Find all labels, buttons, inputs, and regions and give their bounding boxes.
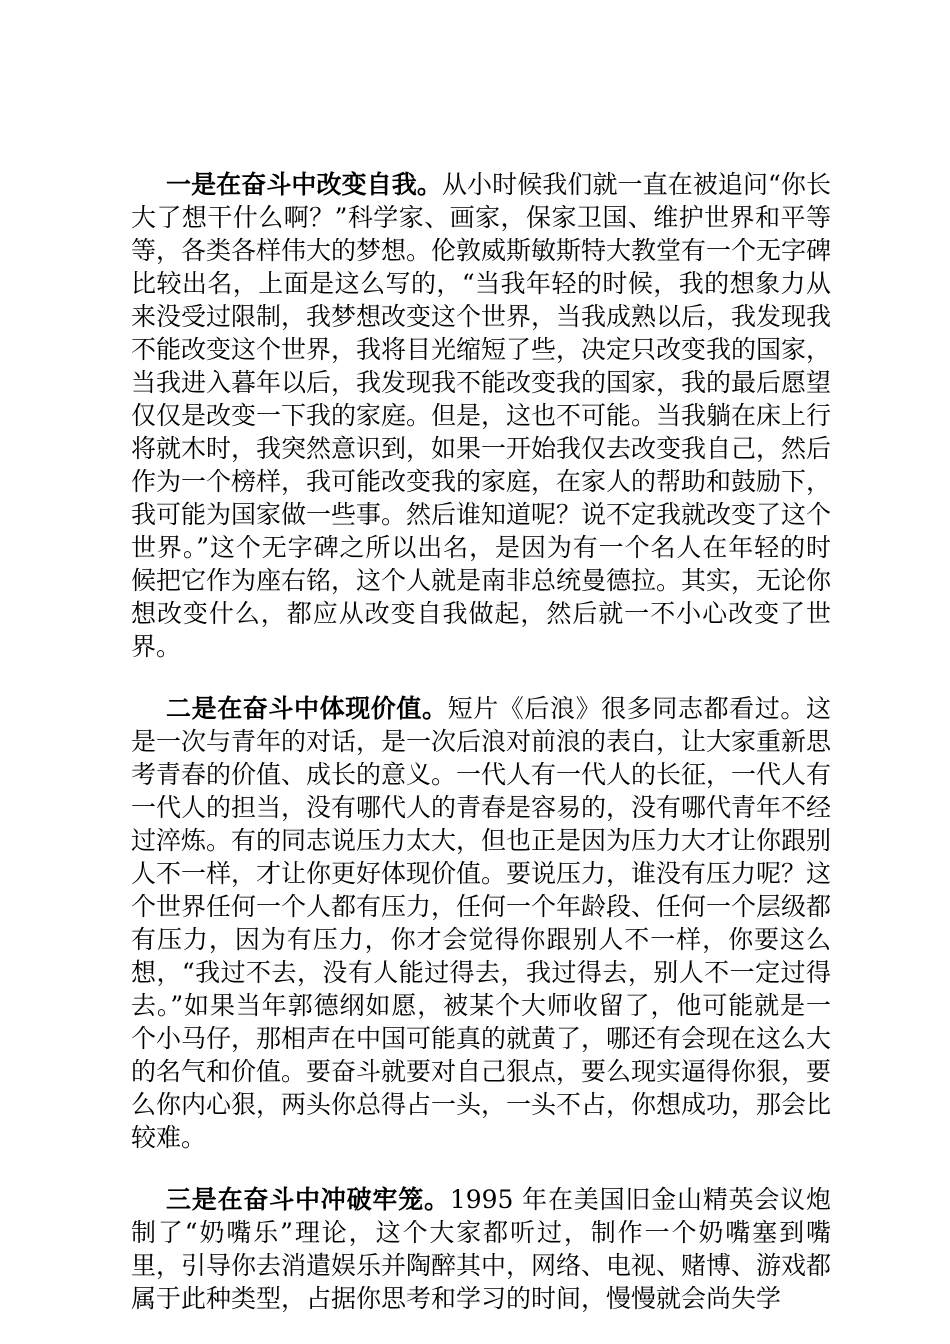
paragraph-3-text: 1995 年在美国旧金山精英会议炮制了“奶嘴乐”理论，这个大家都听过，制作一个奶嘴塞到嘴里，引导你去消遣娱乐并陶醉其中，网络、电视、赌博、游戏都属于此种类型，占据你思考和学习的时间，慢慢就会尚失学 [131, 1185, 832, 1313]
paragraph-1-heading: 一是在奋斗中改变自我。 [166, 170, 442, 199]
paragraph-1-text: 从小时候我们就一直在被追问“你长大了想干什么啊？”科学家、画家，保家卫国、维护世界和平等等，各类各样伟大的梦想。伦敦威斯敏斯特大教堂有一个无字碑比较出名，上面是这么写的，“当我年轻的时候，我的想象力从来没受过限制，我梦想改变这个世界，当我成熟以后，我发现我不能改变这个世界，我将目光缩短了些，决定只改变我的国家，当我进入暮年以后，我发现我不能改变我的国家，我的最后愿望仅仅是改变一下我的家庭。但是，这也不可能。当我躺在床上行将就木时，我突然意识到，如果一开始我仅去改变我自己，然后作为一个榜样，我可能改变我的家庭，在家人的帮助和鼓励下，我可能为国家做一些事。然后谁知道呢？说不定我就改变了这个世界。”这个无字碑之所以出名，是因为有一个名人在年轻的时候把它作为座右铭，这个人就是南非总统曼德拉。其实，无论你想改变什么，都应从改变自我做起，然后就一不小心改变了世界。 [131, 170, 832, 661]
paragraph-2 [131, 692, 831, 1154]
paragraph-3 [131, 1183, 831, 1315]
document-body [131, 168, 831, 1315]
paragraph-2-text: 短片《后浪》很多同志都看过。这是一次与青年的对话，是一次后浪对前浪的表白，让大家重新思考青春的价值、成长的意义。一代人有一代人的长征，一代人有一代人的担当，没有哪代人的青春是容易的，没有哪代青年不经过淬炼。有的同志说压力太大，但也正是因为压力大才让你跟别人不一样，才让你更好体现价值。要说压力，谁没有压力呢？这个世界任何一个人都有压力，任何一个年龄段、任何一个层级都有压力，因为有压力，你才会觉得你跟别人不一样，你要这么想，“我过不去，没有人能过得去，我过得去，别人不一定过得去。”如果当年郭德纲如愿，被某个大师收留了，他可能就是一个小马仔，那相声在中国可能真的就黄了，哪还有会现在这么大的名气和价值。要奋斗就要对自己狠点，要么现实逼得你狠，要么你内心狠，两头你总得占一头，一头不占，你想成功，那会比较难。 [131, 694, 832, 1152]
paragraph-3-heading: 三是在奋斗中冲破牢笼。 [166, 1185, 450, 1214]
paragraph-1 [131, 168, 831, 663]
paragraph-2-heading: 二是在奋斗中体现价值。 [166, 694, 448, 723]
